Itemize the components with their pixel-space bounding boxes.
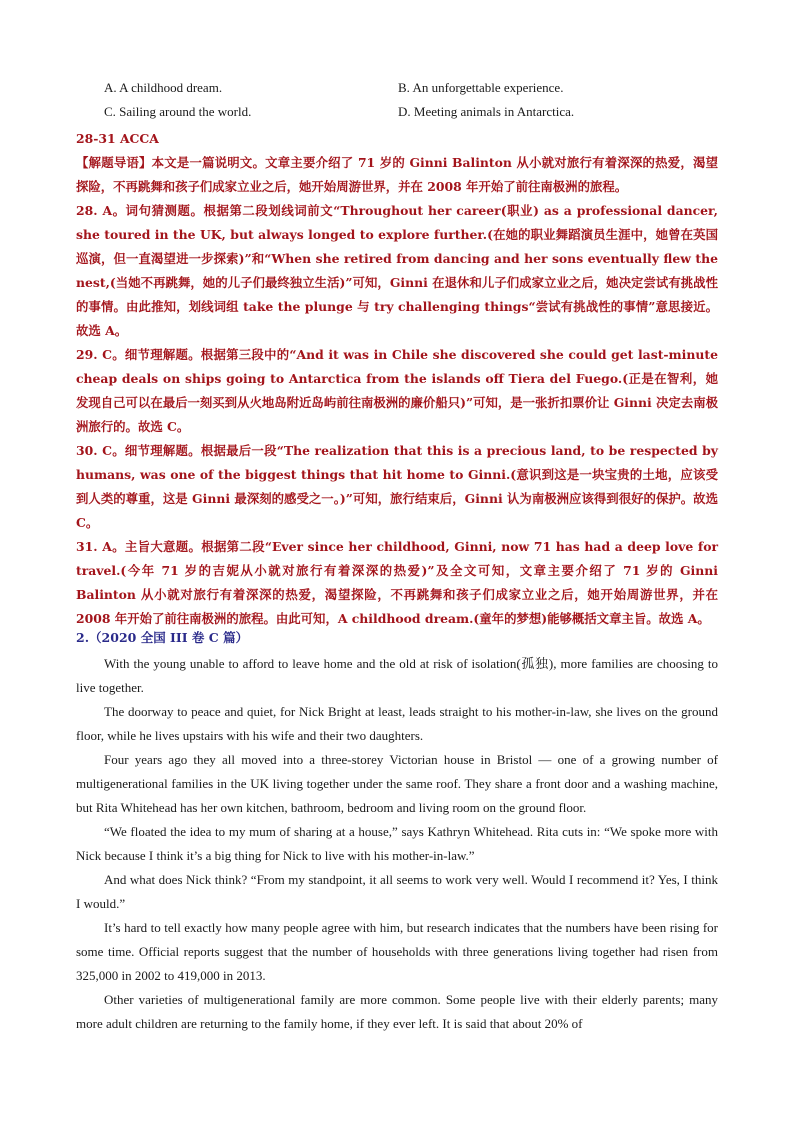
option-d: D. Meeting animals in Antarctica. [398,104,575,119]
section-heading: 2.（2020 全国 III 卷 C 篇） [76,630,249,645]
passage-paragraph: It’s hard to tell exactly how many people agree with him, but research indicates that the numbers have been rising for some time. Official reports suggest that the number of households with three generations living together had risen from 325,000 in 2002 to 419,000 in 2013. [76,920,718,983]
passage-paragraph: Other varieties of multigenerational family are more common. Some people live with their elderly parents; many more adult children are returning to the family home, if they ever left. It is said that about 20% of [76,992,718,1031]
answer-key: 28-31 ACCA [76,131,159,146]
passage-paragraph: With the young unable to afford to leave home and the old at risk of isolation(孤独), more families are choosing to live together. [76,656,718,695]
explanation-q29: 29. C。细节理解题。根据第三段中的“And it was in Chile she discovered she could get last-minute cheap deals on ships going to Antarctica from the islands off Tiera del Fuego.(正是在智利，她发现自己可以在最后一刻买到从火地岛附近岛屿前往南极洲的廉价船只)”可知，是一张折扣票价让 Ginni 决定去南极洲旅行的。故选 C。 [76,347,718,434]
option-b: B. An unforgettable experience. [398,80,564,95]
passage-paragraph: Four years ago they all moved into a three-storey Victorian house in Bristol — one of a growing number of multigenerational families in the UK living together under the same roof. They share a front door and a washing machine, but Rita Whitehead has her own kitchen, bathroom, bedroom and living room on the ground floor. [76,752,718,815]
answer-explanations [76,127,718,631]
option-c: C. Sailing around the world. [104,104,252,119]
option-a: A. A childhood dream. [104,80,223,95]
explanation-q30: 30. C。细节理解题。根据最后一段“The realization that this is a precious land, to be respected by humans, was one of the biggest things that hit home to Ginni.(意识到这是一块宝贵的土地，应该受到人类的尊重，这是 Ginni 最深刻的感受之一。)”可知，旅行结束后，Ginni 认为南极洲应该得到很好的保护。故选 C。 [76,443,718,530]
explanation-q28: 28. A。词句猜测题。根据第二段划线词前文“Throughout her career(职业) as a professional dancer, she toured in the UK, but always longed to explore further.(在她的职业舞蹈演员生涯中，她曾在英国巡演，但一直渴望进一步探索)”和“When she retired from dancing and her sons eventually flew the nest,(当她不再跳舞，她的儿子们最终独立生活)”可知，Ginni 在退休和儿子们成家立业之后，她决定尝试有挑战性的事情。由此推知，划线词组 take the plunge 与 try challenging things“尝试有挑战性的事情”意思接近。故选 A。 [76,203,718,338]
passage-paragraph: “We floated the idea to my mum of sharing at a house,” says Kathryn Whitehead. Rita cuts in: “We spoke more with Nick because I think it’s a big thing for Nick to live with his mother-in-law.” [76,824,718,863]
explanation-intro: 【解题导语】本文是一篇说明文。文章主要介绍了 71 岁的 Ginni Balinton 从小就对旅行有着深深的热爱，渴望探险，不再跳舞和孩子们成家立业之后，她开始周游世界，并在 2008 年开始了前往南极洲的旅程。 [76,155,718,194]
passage-paragraph: And what does Nick think? “From my standpoint, it all seems to work very well. Would I recommend it? Yes, I think I would.” [76,872,718,911]
explanation-q31: 31. A。主旨大意题。根据第二段“Ever since her childhood, Ginni, now 71 has had a deep love for travel.(今年 71 岁的吉妮从小就对旅行有着深深的热爱)”及全文可知，文章主要介绍了 71 岁的 Ginni Balinton 从小就对旅行有着深深的热爱，渴望探险，不再跳舞和孩子们成家立业之后，她开始周游世界，并在 2008 年开始了前往南极洲的旅程。由此可知，A childhood dream.(童年的梦想)能够概括文章主旨。故选 A。 [76,539,718,626]
passage-paragraph: The doorway to peace and quiet, for Nick Bright at least, leads straight to his mother-in-law, she lives on the ground floor, while he lives upstairs with his wife and their two daughters. [76,704,718,743]
reading-passage [76,652,718,1036]
